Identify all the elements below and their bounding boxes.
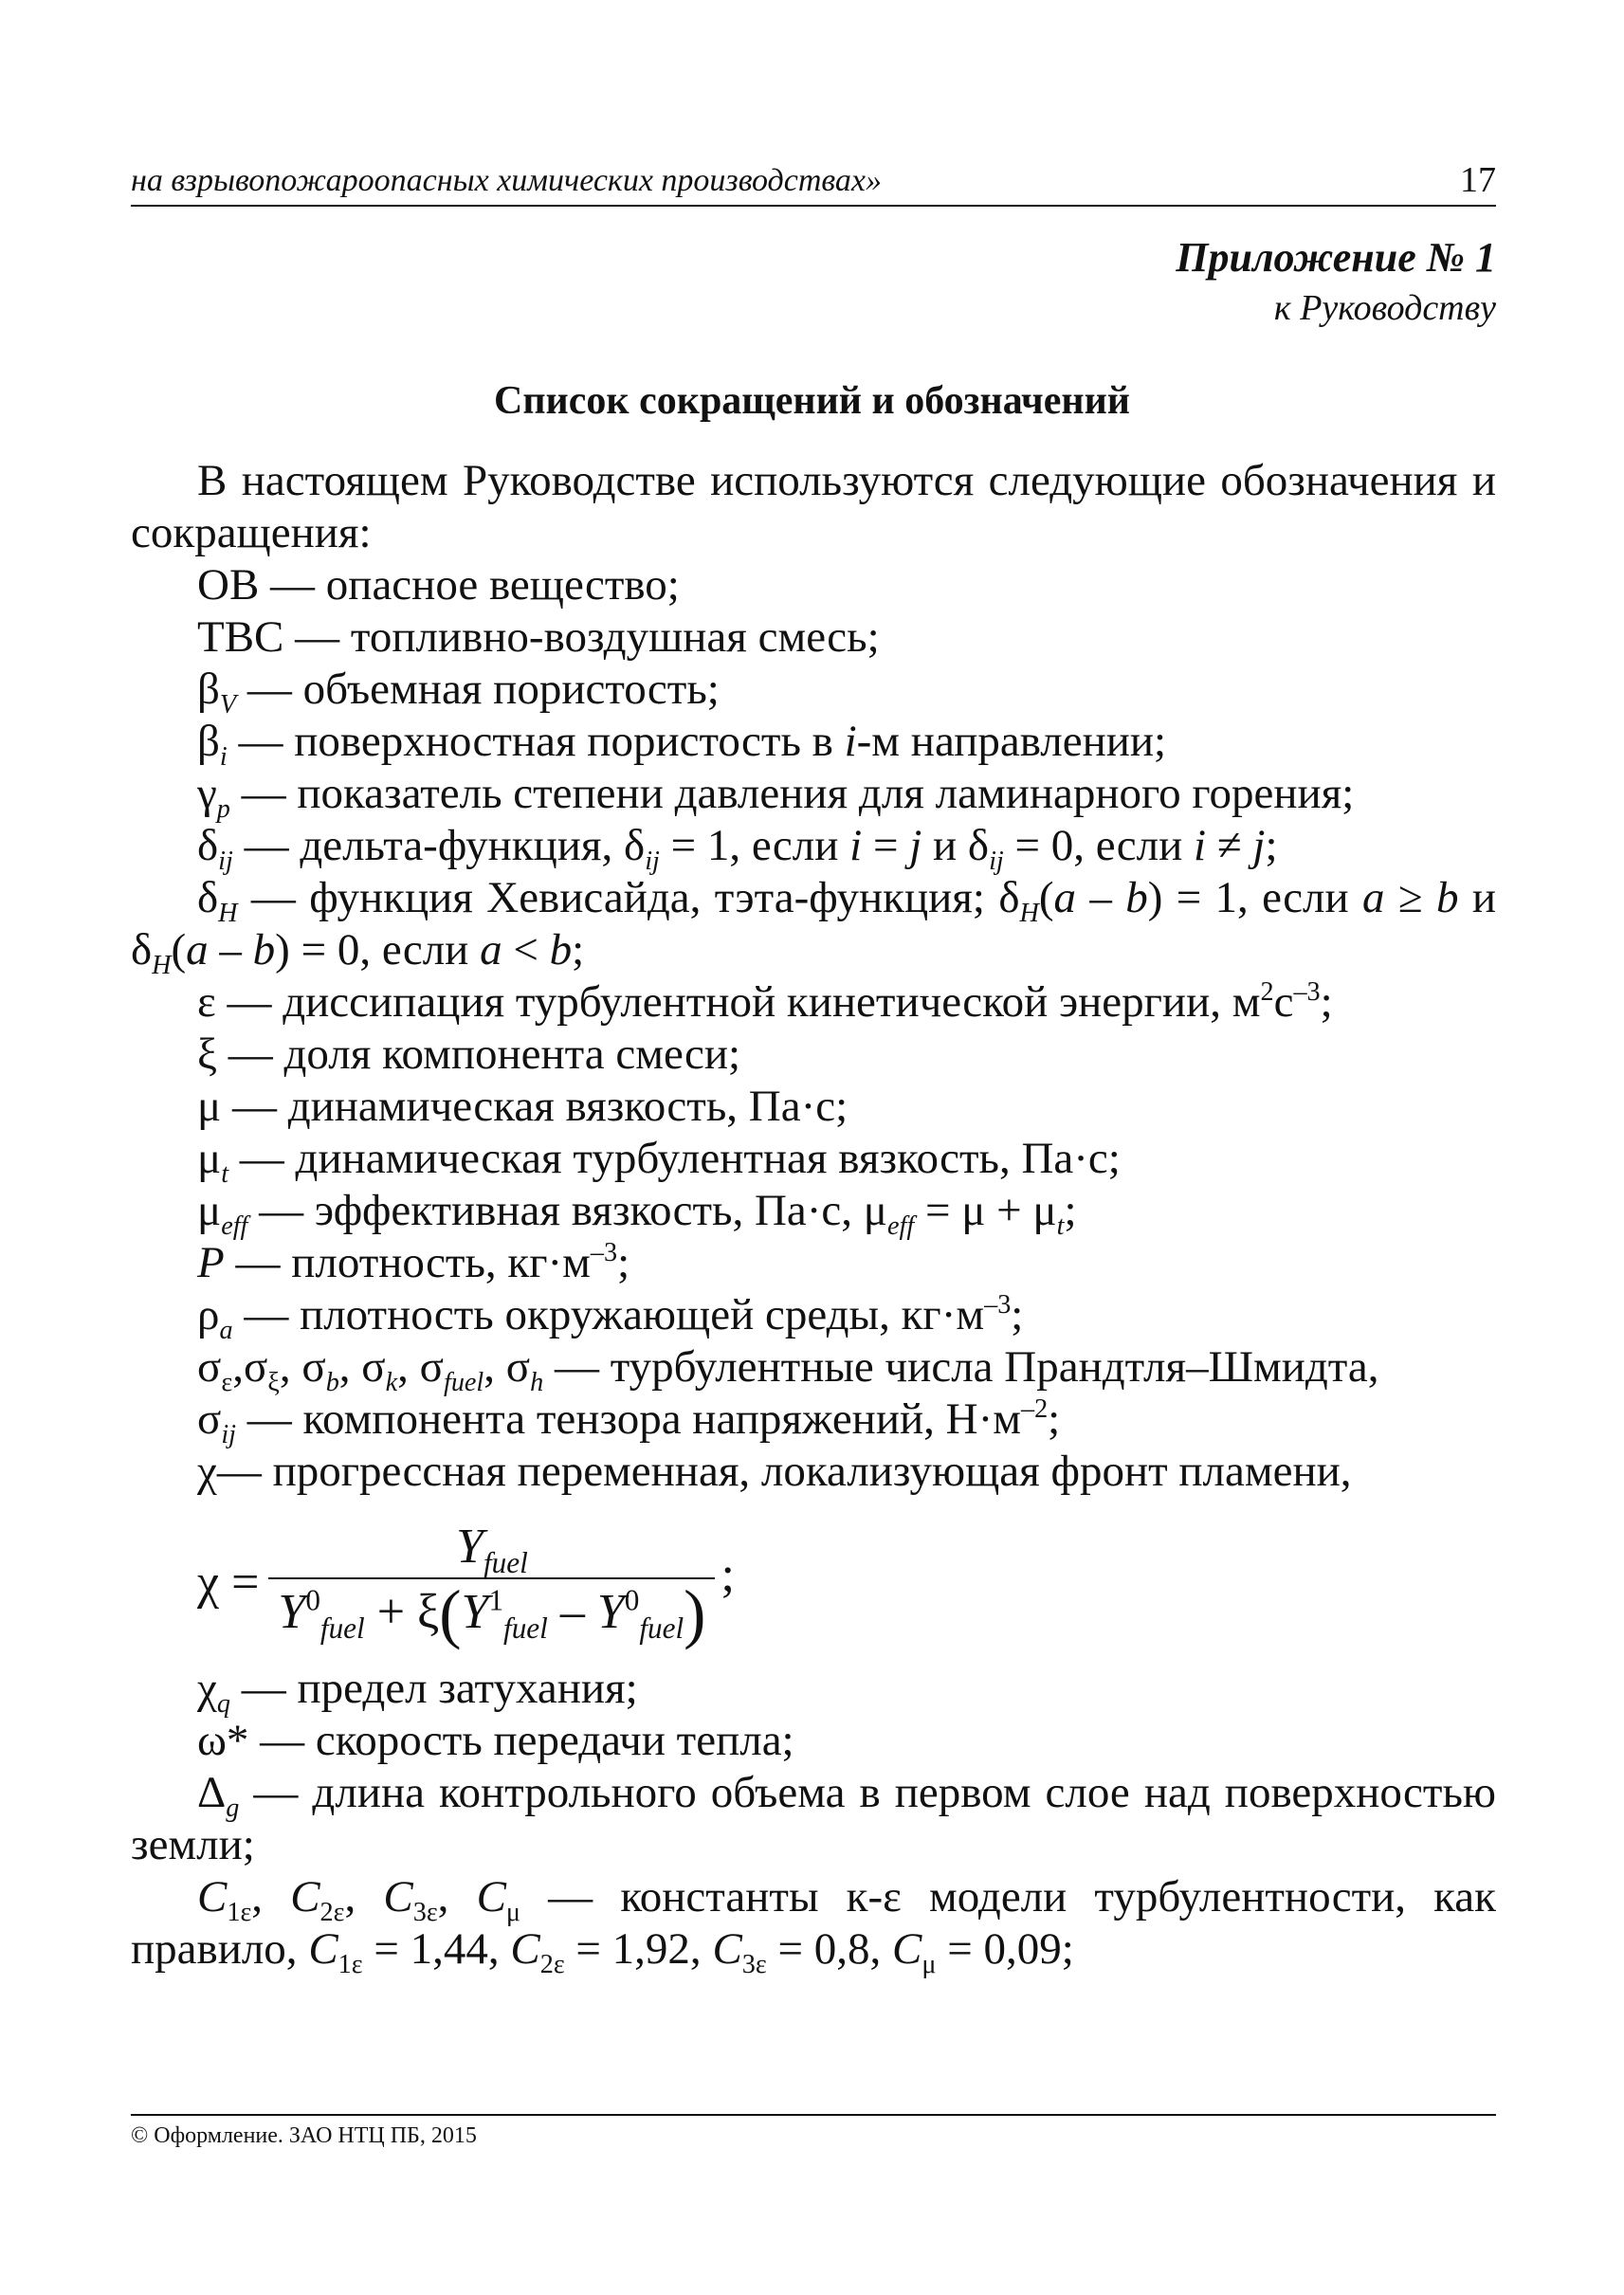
list-item-tvs: ТВС — топливно-воздушная смесь; (197, 612, 880, 662)
list-item-beta-i: $\beta_i$ — поверхностная пористость в i-м направлении; (197, 717, 1167, 772)
chi-formula (131, 1502, 1496, 1663)
list-item-rho: P — плотность, $кг\cdot м^{-3}$; (197, 1238, 630, 1287)
list-item-sigma: $\sigma_\varepsilon,\sigma_\xi$, $\sigma_b$, $\sigma_k$, $\sigma_{fuel}$, $\sigma_h$ — турбулентные числа Прандтля–Шмидта, (197, 1342, 1379, 1397)
running-title: на взрывопожароопасных химических производствах» (131, 163, 883, 198)
list-item-ov: ОВ — опасное вещество; (197, 560, 680, 610)
appendix-title: Приложение № 1 (1176, 234, 1496, 281)
list-item-mu-t: $\mu_t$ — динамическая турбулентная вязкость, Па·с; (197, 1134, 1121, 1189)
list-item-mu-eff: $\mu_{eff}$ — эффективная вязкость, Па·с, $\mu_{eff} = \mu + \mu_t$; (197, 1186, 1077, 1241)
formula-numerator: $Y_{fuel}$ (456, 1519, 528, 1579)
list-item-delta-h: $\delta_H$ — функция Хевисайда, тэта-функция; $\delta_H(a - b) = 1$, если a ≥ b и $\delta_H(a - b) = 0$, если a < b; (131, 873, 1497, 980)
appendix-subtitle: к Руководству (1273, 288, 1496, 328)
intro-paragraph: В настоящем Руководстве используются следующие обозначения и сокращения: (131, 456, 1496, 557)
formula-lhs: χ = (197, 1555, 260, 1610)
list-item-delta-g: $\Delta_g$ — длина контрольного объема в первом слое над поверхностью земли; (131, 1768, 1496, 1869)
list-item-chi: χ— прогрессная переменная, локализующая фронт пламени, (197, 1447, 1352, 1496)
list-item-xi: ξ — доля компонента смеси; (197, 1029, 741, 1079)
formula-denominator: $Y^0_{fuel} + \xi(Y^1_{fuel} - Y^0_{fuel})$ (268, 1577, 715, 1648)
list-item-beta-v: $\beta_V$ — объемная пористость; (197, 665, 720, 719)
formula-semicolon: ; (721, 1548, 735, 1602)
list-item-sigma-ij: $\sigma_{ij}$ — компонента тензора напряжений, $Н\cdot м^{-2}$; (197, 1394, 1061, 1449)
list-item-chi-q: $\chi_q$ — предел затухания; (197, 1664, 638, 1719)
list-item-constants: $C_{1\varepsilon}$, $C_{2\varepsilon}$, $C_{3\varepsilon}$, $C_\mu$ — константы к-ε модели турбулентности, как правило, $C_{1\varepsilon} = 1,44$, $C_{2\varepsilon} = 1,92$, $C_{3\varepsilon} = 0,8$, $C_\mu = 0,09$; (131, 1872, 1497, 1979)
appendix-label (1176, 231, 1496, 332)
section-title: Список сокращений и обозначений (494, 379, 1130, 423)
document-body (131, 455, 1497, 1979)
list-item-epsilon: ε — диссипация турбулентной кинетической энергии, $м^2с^{-3}$; (197, 977, 1333, 1027)
list-item-mu: μ — динамическая вязкость, Па·с; (197, 1082, 848, 1131)
page-number: 17 (1460, 160, 1496, 200)
list-item-rho-a: $\rho_a$ — плотность окружающей среды, $кг\cdot м^{-3}$; (197, 1290, 1024, 1345)
list-item-gamma-p: $\gamma_p$ — показатель степени давления для ламинарного горения; (197, 769, 1355, 824)
formula-fraction (268, 1517, 715, 1651)
page-footer: © Оформление. ЗАО НТЦ ПБ, 2015 (131, 2114, 1496, 2149)
running-header (131, 152, 1496, 207)
list-item-omega: ω* — скорость передачи тепла; (197, 1716, 794, 1765)
list-item-delta-ij: $\delta_{ij}$ — дельта-функция, $\delta_{ij} = 1$, если i = j и $\delta_{ij} = 0$, если i ≠ j; (197, 821, 1278, 876)
